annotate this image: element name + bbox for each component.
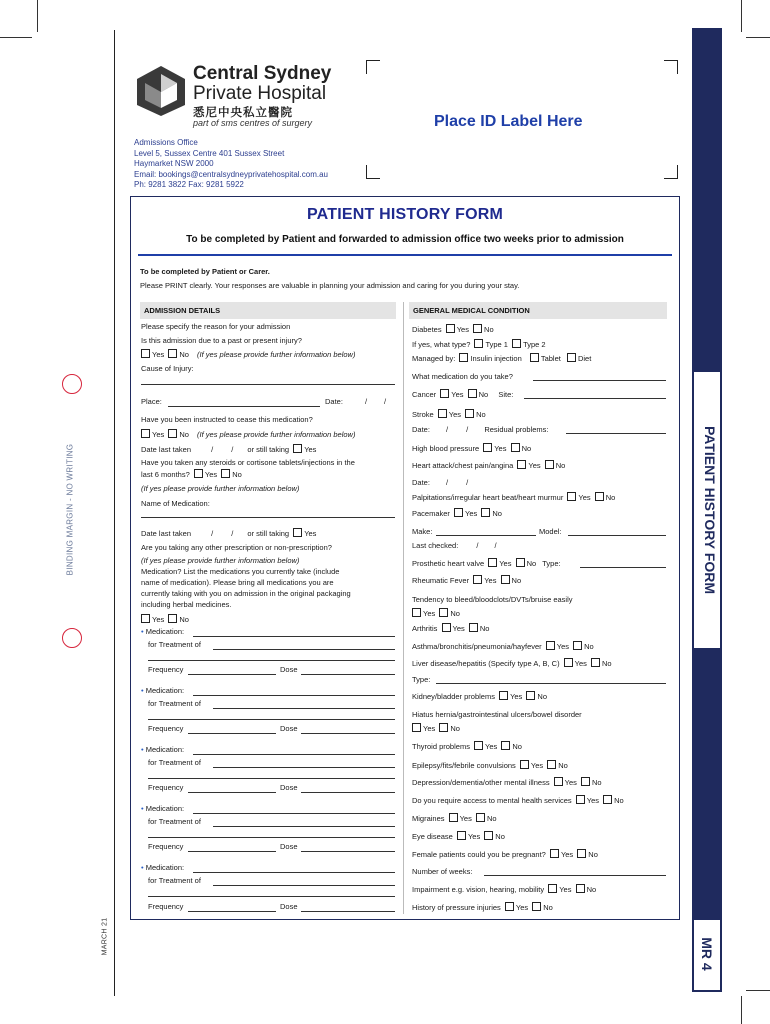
what-med-line[interactable] xyxy=(533,380,666,381)
mental-access-no-checkbox[interactable] xyxy=(603,795,612,804)
address-office: Admissions Office xyxy=(134,138,198,147)
hospital-logo-icon xyxy=(135,64,187,118)
epilepsy-yes-checkbox[interactable] xyxy=(520,760,529,769)
hospital-tagline: part of sms centres of surgery xyxy=(193,118,313,128)
depression-yes-checkbox[interactable] xyxy=(554,777,563,786)
instructions: Please PRINT clearly. Your responses are valuable in planning your admission and caring for you during your stay. xyxy=(140,281,520,290)
migraines-row: Migraines Yes No xyxy=(412,814,497,823)
make-label: Make: xyxy=(412,527,433,536)
frequency-line[interactable] xyxy=(188,792,276,793)
dose-line[interactable] xyxy=(301,851,395,852)
steroids-no-checkbox[interactable] xyxy=(221,469,230,478)
impairment-no-checkbox[interactable] xyxy=(576,884,585,893)
past-injury-label: Is this admission due to a past or present injury? xyxy=(141,336,302,345)
medication-para-2: name of medication). Please bring all medications you are xyxy=(141,578,334,587)
binding-hole-bottom xyxy=(62,628,82,648)
cancer-no-checkbox[interactable] xyxy=(468,389,477,398)
crop-mark-bottom-right-h xyxy=(746,990,770,991)
date-last-taken-row: Date last taken / / or still taking Yes xyxy=(141,445,317,454)
medication-line[interactable] xyxy=(193,695,395,696)
eye-yes-checkbox[interactable] xyxy=(457,831,466,840)
form-title: PATIENT HISTORY FORM xyxy=(306,206,503,223)
last-checked-row: Last checked: / / xyxy=(412,541,497,550)
date-last-taken-row-2: Date last taken / / or still taking Yes xyxy=(141,529,317,538)
reason-label: Please specify the reason for your admission xyxy=(141,322,291,331)
depression-no-checkbox[interactable] xyxy=(581,777,590,786)
epilepsy-row: Epilepsy/fits/febrile convulsions Yes No xyxy=(412,761,568,770)
arthritis-row: Arthritis Yes No xyxy=(412,624,490,633)
cease-row: Yes No (If yes please provide further information below) xyxy=(139,429,355,439)
thyroid-yes-checkbox[interactable] xyxy=(474,741,483,750)
rheumatic-no-checkbox[interactable] xyxy=(501,575,510,584)
past-injury-row: Yes No (If yes please provide further information below) xyxy=(139,349,355,359)
weeks-label: Number of weeks: xyxy=(412,867,473,876)
model-line[interactable] xyxy=(568,535,666,536)
cancer-row: Cancer Yes No Site: xyxy=(412,390,514,399)
pacemaker-no-checkbox[interactable] xyxy=(481,508,490,517)
stroke-row: Stroke Yes No xyxy=(412,410,486,419)
place-date-slash2: / xyxy=(384,397,387,406)
prosthetic-yes-checkbox[interactable] xyxy=(488,558,497,567)
impairment-yes-checkbox[interactable] xyxy=(548,884,557,893)
label-corner-bl xyxy=(366,165,380,179)
hiatus-row: Yes No xyxy=(410,723,460,733)
tendency-yes-checkbox[interactable] xyxy=(412,608,421,617)
dose-line[interactable] xyxy=(301,674,395,675)
right-strip-bar-bottom xyxy=(692,648,722,922)
palp-row: Palpitations/irregular heart beat/heart murmur Yes No xyxy=(412,493,616,502)
impairment-row: Impairment e.g. vision, hearing, mobility Yes No xyxy=(412,885,597,894)
prosthetic-type-line[interactable] xyxy=(580,567,666,568)
insulin-checkbox[interactable] xyxy=(459,353,468,362)
cease-no-checkbox[interactable] xyxy=(168,429,177,438)
type1-checkbox[interactable] xyxy=(474,339,483,348)
make-line[interactable] xyxy=(436,535,536,536)
arthritis-yes-checkbox[interactable] xyxy=(442,623,451,632)
liver-no-checkbox[interactable] xyxy=(591,658,600,667)
still-taking-checkbox-2[interactable] xyxy=(293,528,302,537)
date-code: MARCH 21 xyxy=(101,917,109,956)
mental-access-row: Do you require access to mental health services Yes No xyxy=(412,796,624,805)
treatment-line[interactable] xyxy=(213,885,395,886)
hiatus-label: Hiatus hernia/gastrointestinal ulcers/bowel disorder xyxy=(412,710,582,719)
diet-checkbox[interactable] xyxy=(567,353,576,362)
mental-access-yes-checkbox[interactable] xyxy=(576,795,585,804)
kidney-no-checkbox[interactable] xyxy=(526,691,535,700)
diabetes-yes-checkbox[interactable] xyxy=(446,324,455,333)
right-strip-bar xyxy=(692,28,722,374)
pregnant-no-checkbox[interactable] xyxy=(577,849,586,858)
pregnant-row: Female patients could you be pregnant? Yes No xyxy=(412,850,598,859)
pressure-yes-checkbox[interactable] xyxy=(505,902,514,911)
medication-line[interactable] xyxy=(193,813,395,814)
asthma-yes-checkbox[interactable] xyxy=(546,641,555,650)
label-corner-br xyxy=(664,165,678,179)
managed-row: Managed by: Insulin injection Tablet Diet xyxy=(412,354,592,363)
liver-yes-checkbox[interactable] xyxy=(564,658,573,667)
medication-line[interactable] xyxy=(193,754,395,755)
eye-no-checkbox[interactable] xyxy=(484,831,493,840)
other-presc-further-info: (If yes please provide further information below) xyxy=(141,556,300,565)
palp-yes-checkbox[interactable] xyxy=(567,492,576,501)
label-corner-tl xyxy=(366,60,380,74)
hospital-name-line2: Private Hospital xyxy=(193,83,327,104)
hbp-no-checkbox[interactable] xyxy=(511,443,520,452)
completed-by: To be completed by Patient or Carer. xyxy=(140,267,270,276)
past-injury-yes-checkbox[interactable] xyxy=(141,349,150,358)
frequency-line[interactable] xyxy=(188,911,276,912)
type2-checkbox[interactable] xyxy=(512,339,521,348)
tendency-row: Yes No xyxy=(410,608,460,618)
dose-line[interactable] xyxy=(301,792,395,793)
treatment-line-2[interactable] xyxy=(148,896,395,897)
frequency-line[interactable] xyxy=(188,733,276,734)
tendency-label: Tendency to bleed/bloodclots/DVTs/bruise easily xyxy=(412,595,573,604)
crop-mark-top-left-v xyxy=(37,0,38,32)
prosthetic-no-checkbox[interactable] xyxy=(516,558,525,567)
treatment-line[interactable] xyxy=(213,826,395,827)
binding-margin-text: BINDING MARGIN - NO WRITING xyxy=(65,443,75,576)
other-presc-row: Yes No xyxy=(139,614,189,624)
medication-line[interactable] xyxy=(193,872,395,873)
name-medication-label: Name of Medication: xyxy=(141,499,210,508)
last6-row: last 6 months? Yes No xyxy=(141,470,242,479)
arthritis-no-checkbox[interactable] xyxy=(469,623,478,632)
medication-entry: • Medication: for Treatment of Frequency Dose xyxy=(141,745,298,792)
migraines-yes-checkbox[interactable] xyxy=(449,813,458,822)
general-medical-heading: GENERAL MEDICAL CONDITION xyxy=(409,302,667,319)
treatment-line[interactable] xyxy=(213,708,395,709)
medication-line[interactable] xyxy=(193,636,395,637)
hospital-chinese-name: 悉尼中央私立醫院 xyxy=(193,107,293,119)
binding-hole-top xyxy=(62,374,82,394)
model-label: Model: xyxy=(539,527,562,536)
liver-type-label: Type: xyxy=(412,675,431,684)
admission-details-heading: ADMISSION DETAILS xyxy=(140,302,396,319)
form-code: MR 4 xyxy=(699,937,715,971)
medication-para-4: including herbal medicines. xyxy=(141,600,232,609)
address-line2: Haymarket NSW 2000 xyxy=(134,159,214,169)
cause-line[interactable] xyxy=(141,384,395,385)
treatment-line-2[interactable] xyxy=(148,719,395,720)
kidney-row: Kidney/bladder problems Yes No xyxy=(412,692,547,701)
label-corner-tr xyxy=(664,60,678,74)
pressure-no-checkbox[interactable] xyxy=(532,902,541,911)
address-line1: Level 5, Sussex Centre 401 Sussex Street xyxy=(134,148,285,158)
eye-row: Eye disease Yes No xyxy=(412,832,505,841)
hiatus-yes-checkbox[interactable] xyxy=(412,723,421,732)
address-block xyxy=(134,138,328,191)
palp-no-checkbox[interactable] xyxy=(595,492,604,501)
residual-row: Date: / / Residual problems: xyxy=(412,425,549,434)
binding-margin-line xyxy=(114,30,115,996)
liver-row: Liver disease/hepatitis (Specify type A, B, C) Yes No xyxy=(412,659,612,668)
diabetes-type-row: If yes, what type? Type 1 Type 2 xyxy=(412,340,546,349)
column-separator xyxy=(403,302,404,914)
tendency-no-checkbox[interactable] xyxy=(439,608,448,617)
heart-no-checkbox[interactable] xyxy=(545,460,554,469)
cancer-site-line[interactable] xyxy=(524,398,666,399)
steroids-yes-checkbox[interactable] xyxy=(194,469,203,478)
crop-mark-bottom-right-v xyxy=(741,996,742,1024)
hiatus-no-checkbox[interactable] xyxy=(439,723,448,732)
frequency-line[interactable] xyxy=(188,851,276,852)
form-divider xyxy=(138,254,672,256)
tablet-checkbox[interactable] xyxy=(530,353,539,362)
pregnant-yes-checkbox[interactable] xyxy=(550,849,559,858)
place-label: Place: xyxy=(141,397,162,406)
frequency-line[interactable] xyxy=(188,674,276,675)
cease-label: Have you been instructed to cease this medication? xyxy=(141,415,313,424)
place-date-label: Date: xyxy=(325,397,343,406)
asthma-row: Asthma/bronchitis/pneumonia/hayfever Yes No xyxy=(412,642,594,651)
past-injury-no-checkbox[interactable] xyxy=(168,349,177,358)
place-date-slash1: / xyxy=(365,397,368,406)
diabetes-no-checkbox[interactable] xyxy=(473,324,482,333)
hbp-row: High blood pressure Yes No xyxy=(412,444,532,453)
medication-entry: • Medication: for Treatment of Frequency Dose xyxy=(141,686,298,733)
crop-mark-top-left-h xyxy=(0,37,32,38)
other-presc-yes-checkbox[interactable] xyxy=(141,614,150,623)
cancer-yes-checkbox[interactable] xyxy=(440,389,449,398)
hbp-yes-checkbox[interactable] xyxy=(483,443,492,452)
kidney-yes-checkbox[interactable] xyxy=(499,691,508,700)
heart-row: Heart attack/chest pain/angina Yes No xyxy=(412,461,566,470)
steroids-further-info: (If yes please provide further information below) xyxy=(141,484,300,493)
other-prescription-label: Are you taking any other prescription or non-prescription? xyxy=(141,543,332,552)
stroke-no-checkbox[interactable] xyxy=(465,409,474,418)
epilepsy-no-checkbox[interactable] xyxy=(547,760,556,769)
prosthetic-row: Prosthetic heart valve Yes No Type: xyxy=(412,559,561,568)
heart-yes-checkbox[interactable] xyxy=(517,460,526,469)
still-taking-checkbox[interactable] xyxy=(293,444,302,453)
thyroid-row: Thyroid problems Yes No xyxy=(412,742,522,751)
treatment-line[interactable] xyxy=(213,649,395,650)
asthma-no-checkbox[interactable] xyxy=(573,641,582,650)
dose-line[interactable] xyxy=(301,911,395,912)
cease-yes-checkbox[interactable] xyxy=(141,429,150,438)
thyroid-no-checkbox[interactable] xyxy=(501,741,510,750)
treatment-line-2[interactable] xyxy=(148,778,395,779)
pacemaker-yes-checkbox[interactable] xyxy=(454,508,463,517)
crop-mark-top-right-h xyxy=(746,37,770,38)
other-presc-no-checkbox[interactable] xyxy=(168,614,177,623)
residual-line[interactable] xyxy=(566,433,666,434)
medication-para-1: Medication? List the medications you currently take (include xyxy=(141,567,340,576)
cause-label: Cause of Injury: xyxy=(141,364,194,373)
medication-para-3: currently taking with you on admission in the original packaging xyxy=(141,589,351,598)
address-phone: Ph: 9281 3822 Fax: 9281 5922 xyxy=(134,180,244,190)
medication-entry: • Medication: for Treatment of Frequency Dose xyxy=(141,863,298,911)
migraines-no-checkbox[interactable] xyxy=(476,813,485,822)
depression-row: Depression/dementia/other mental illness Yes No xyxy=(412,778,602,787)
liver-type-line[interactable] xyxy=(436,683,666,684)
treatment-line[interactable] xyxy=(213,767,395,768)
steroids-label: Have you taken any steroids or cortisone tablets/injections in the xyxy=(141,458,355,467)
weeks-line[interactable] xyxy=(484,875,666,876)
place-line[interactable] xyxy=(168,406,320,407)
hospital-name-line1: Central Sydney xyxy=(193,63,332,84)
rheumatic-row: Rheumatic Fever Yes No xyxy=(412,576,522,585)
strip-title: PATIENT HISTORY FORM xyxy=(702,425,718,594)
crop-mark-top-right-v xyxy=(741,0,742,32)
stroke-yes-checkbox[interactable] xyxy=(438,409,447,418)
treatment-line-2[interactable] xyxy=(148,837,395,838)
diabetes-row: Diabetes Yes No xyxy=(412,325,494,334)
dose-line[interactable] xyxy=(301,733,395,734)
form-subtitle: To be completed by Patient and forwarded to admission office two weeks prior to admission xyxy=(186,234,624,245)
pacemaker-row: Pacemaker Yes No xyxy=(412,509,502,518)
rheumatic-yes-checkbox[interactable] xyxy=(473,575,482,584)
treatment-line-2[interactable] xyxy=(148,660,395,661)
pressure-row: History of pressure injuries Yes No xyxy=(412,903,553,912)
what-med-label: What medication do you take? xyxy=(412,372,513,381)
address-email[interactable]: Email: bookings@centralsydneyprivatehospital.com.au xyxy=(134,169,328,179)
name-medication-line[interactable] xyxy=(141,517,395,518)
place-id-label: Place ID Label Here xyxy=(434,113,583,130)
medication-entry: • Medication: for Treatment of Frequency Dose xyxy=(141,627,298,674)
medication-entry: • Medication: for Treatment of Frequency Dose xyxy=(141,804,298,851)
heart-date-row: Date: / / xyxy=(412,478,469,487)
